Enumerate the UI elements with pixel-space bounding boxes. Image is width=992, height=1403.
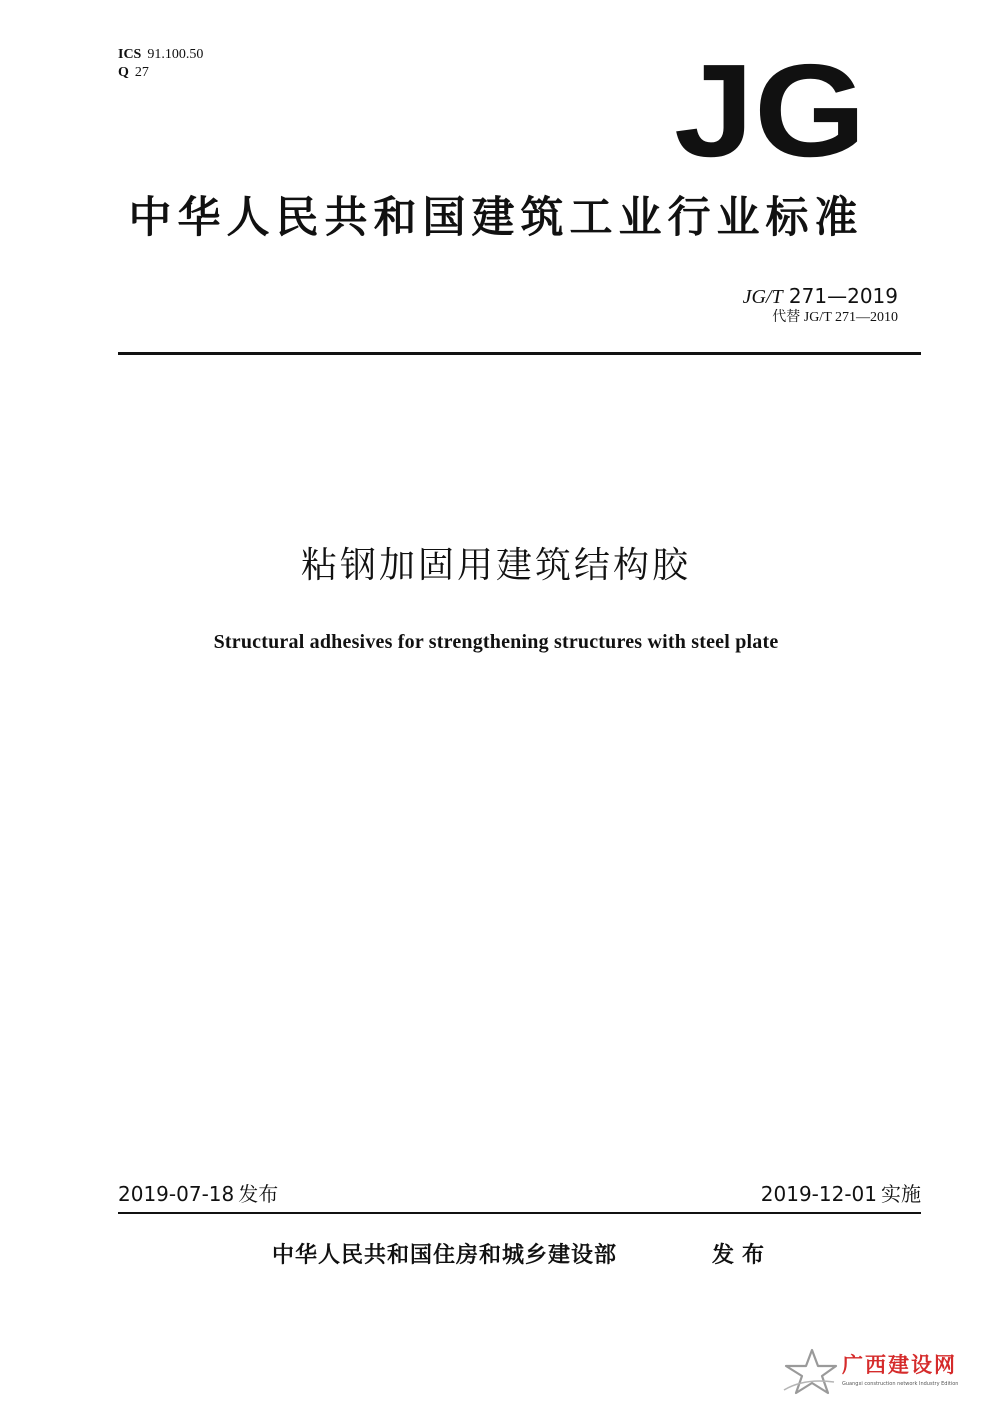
star-icon <box>782 1346 838 1398</box>
ics-number: 91.100.50 <box>147 47 204 62</box>
class-label: Q <box>118 65 129 80</box>
publish-date-label: 发布 <box>238 1182 279 1206</box>
watermark-subtitle: Guangxi construction network Industry Edition <box>842 1381 959 1387</box>
effective-date <box>761 1180 921 1208</box>
standard-number-value: 271—2019 <box>788 284 898 308</box>
issuing-authority: 中华人民共和国住房和城乡建设部 <box>272 1243 618 1268</box>
watermark <box>782 1346 978 1398</box>
document-title-cn: 粘钢加固用建筑结构胶 <box>300 545 691 586</box>
replaces-standard: 代替 JG/T 271—2010 <box>772 310 898 325</box>
standard-number <box>743 284 898 309</box>
jg-logo <box>672 58 868 158</box>
effective-date-label: 实施 <box>881 1182 921 1206</box>
publish-date-value: 2019-07-18 <box>118 1182 235 1206</box>
publish-date <box>118 1180 278 1208</box>
classification-code <box>118 64 149 82</box>
class-number: 27 <box>134 65 149 80</box>
issuing-action: 发布 <box>712 1243 773 1268</box>
standard-number-prefix: JG/T <box>742 286 783 308</box>
effective-date-value: 2019-12-01 <box>760 1182 877 1206</box>
top-divider <box>118 352 921 355</box>
document-title-en: Structural adhesives for strengthening structures with steel plate <box>213 631 779 653</box>
jg-logo-text: JG <box>674 58 866 158</box>
bottom-divider <box>118 1212 921 1214</box>
industry-standard-title: 中华人民共和国建筑工业行业标准 <box>128 193 864 243</box>
ics-label: ICS <box>118 47 142 62</box>
watermark-name: 广西建设网 <box>842 1353 957 1377</box>
ics-code <box>118 46 203 64</box>
